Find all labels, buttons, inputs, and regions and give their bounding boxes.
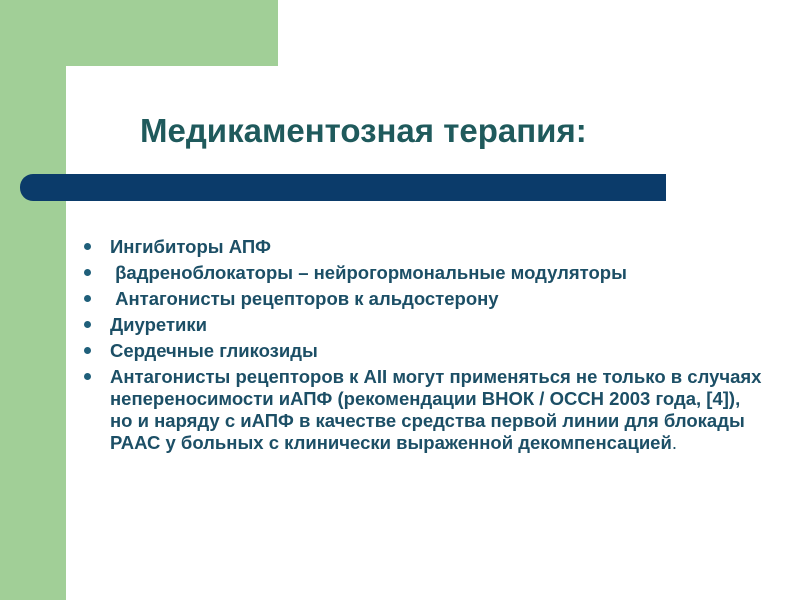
slide-title: Медикаментозная терапия: bbox=[140, 112, 587, 149]
list-item bbox=[84, 366, 767, 454]
background-green-stripe-top bbox=[0, 0, 278, 66]
bullet-dot-icon bbox=[84, 269, 91, 276]
background-green-stripe-left bbox=[0, 0, 66, 600]
list-item bbox=[84, 288, 764, 310]
list-item bbox=[84, 262, 764, 284]
list-item bbox=[84, 236, 764, 258]
list-item-text: Диуретики bbox=[110, 314, 208, 335]
list-item-text: βадреноблокаторы – нейрогормональные модуляторы bbox=[110, 262, 627, 283]
list-item-text: Сердечные гликозиды bbox=[110, 340, 318, 361]
bullet-dot-icon bbox=[84, 347, 91, 354]
list-item-text: Ингибиторы АПФ bbox=[110, 236, 271, 257]
bullet-list bbox=[84, 236, 767, 458]
bullet-dot-icon bbox=[84, 373, 91, 380]
bullet-dot-icon bbox=[84, 295, 91, 302]
bullet-dot-icon bbox=[84, 321, 91, 328]
list-item-period: . bbox=[671, 432, 677, 453]
list-item bbox=[84, 340, 764, 362]
bullet-dot-icon bbox=[84, 243, 91, 250]
list-item-text: Антагонисты рецепторов к AII могут применяться не только в случаях непереносимости иАПФ (рекомендации ВНОК / ОССН 2003 года, [4]), но и наряду с иАПФ в качестве средства первой линии для блокады РААС у больных с клинически выраженной декомпенсацией bbox=[110, 366, 767, 453]
list-item bbox=[84, 314, 764, 336]
list-item-text: Антагонисты рецепторов к альдостерону bbox=[110, 288, 499, 309]
title-underline-bar bbox=[20, 174, 666, 201]
